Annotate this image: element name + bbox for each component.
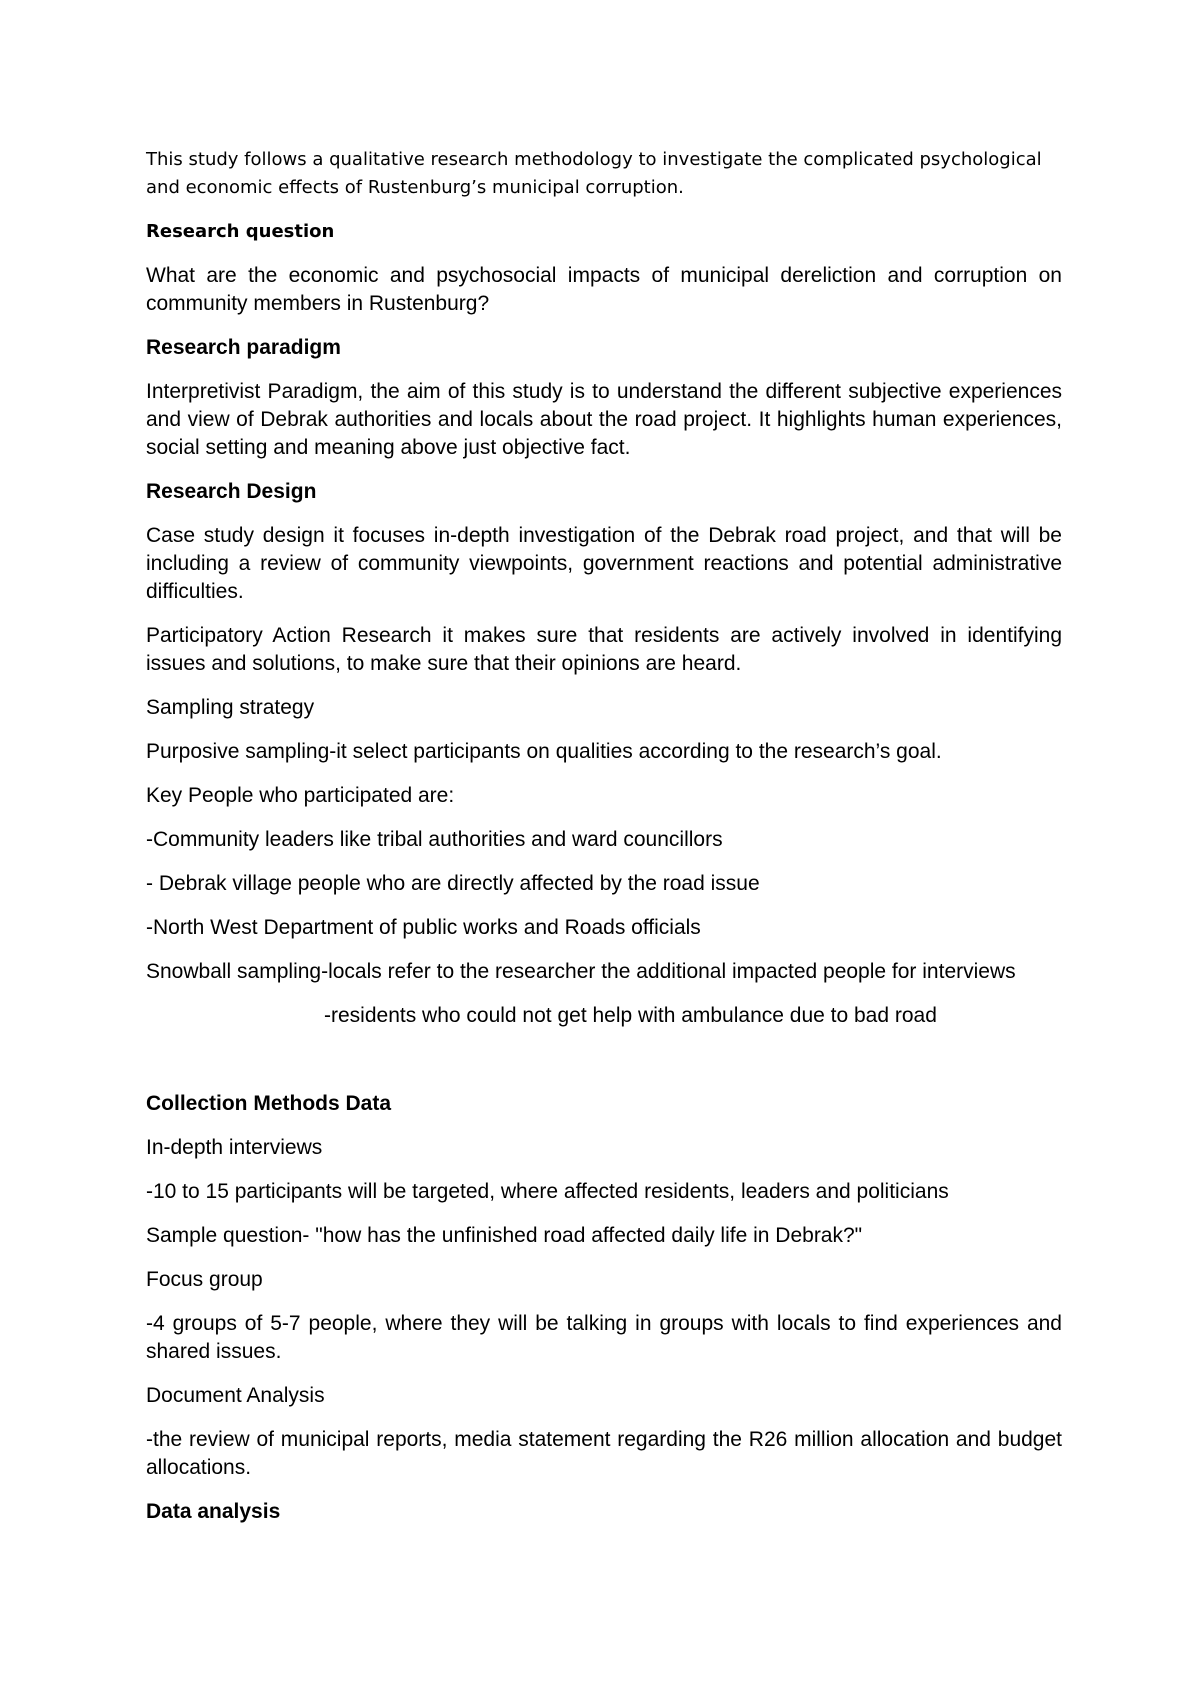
document-analysis-title: Document Analysis: [146, 1384, 325, 1407]
snowball-sampling-text: Snowball sampling-locals refer to the researcher the additional impacted people for interviews: [146, 960, 1016, 983]
section-gap: [146, 1046, 1062, 1090]
participatory-action-text: Participatory Action Research it makes sure that residents are actively involved in identifying issues and solutions, to make sure that their opinions are heard.: [146, 624, 1062, 675]
sampling-strategy-heading: Sampling strategy: [146, 696, 315, 719]
research-question-text: What are the economic and psychosocial impacts of municipal dereliction and corruption on community members in Rustenburg?: [146, 264, 1062, 315]
purposive-sampling-text: Purposive sampling-it select participants on qualities according to the research’s goal.: [146, 740, 942, 763]
intro-paragraph: This study follows a qualitative research methodology to investigate the complicated psychological and economic effects of Rustenburg’s municipal corruption.: [146, 149, 1042, 198]
focus-group-title: Focus group: [146, 1268, 263, 1291]
interviews-text: -10 to 15 participants will be targeted, where affected residents, leaders and politicians: [146, 1180, 949, 1203]
snowball-item: -residents who could not get help with ambulance due to bad road: [324, 1004, 937, 1027]
key-people-item: - Debrak village people who are directly affected by the road issue: [146, 872, 760, 895]
document-page: [146, 146, 1062, 1542]
research-question-heading: Research question: [146, 221, 335, 242]
research-paradigm-text: Interpretivist Paradigm, the aim of this study is to understand the different subjective experiences and view of Debrak authorities and locals about the road project. It highlights human experiences, social setting and meaning above just objective fact.: [146, 380, 1062, 459]
research-design-heading: Research Design: [146, 480, 317, 503]
key-people-item: -Community leaders like tribal authorities and ward councillors: [146, 828, 723, 851]
sample-question-text: Sample question- "how has the unfinished road affected daily life in Debrak?": [146, 1224, 863, 1247]
case-study-text: Case study design it focuses in-depth investigation of the Debrak road project, and that will be including a review of community viewpoints, government reactions and potential administrative difficulties.: [146, 524, 1062, 603]
key-people-text: Key People who participated are:: [146, 784, 455, 807]
interviews-title: In-depth interviews: [146, 1136, 323, 1159]
key-people-item: -North West Department of public works and Roads officials: [146, 916, 701, 939]
research-paradigm-heading: Research paradigm: [146, 336, 341, 359]
data-analysis-heading: Data analysis: [146, 1500, 281, 1523]
document-analysis-text: -the review of municipal reports, media statement regarding the R26 million allocation and budget allocations.: [146, 1428, 1062, 1479]
collection-methods-heading: Collection Methods Data: [146, 1092, 392, 1115]
focus-group-text: -4 groups of 5-7 people, where they will be talking in groups with locals to find experiences and shared issues.: [146, 1312, 1062, 1363]
